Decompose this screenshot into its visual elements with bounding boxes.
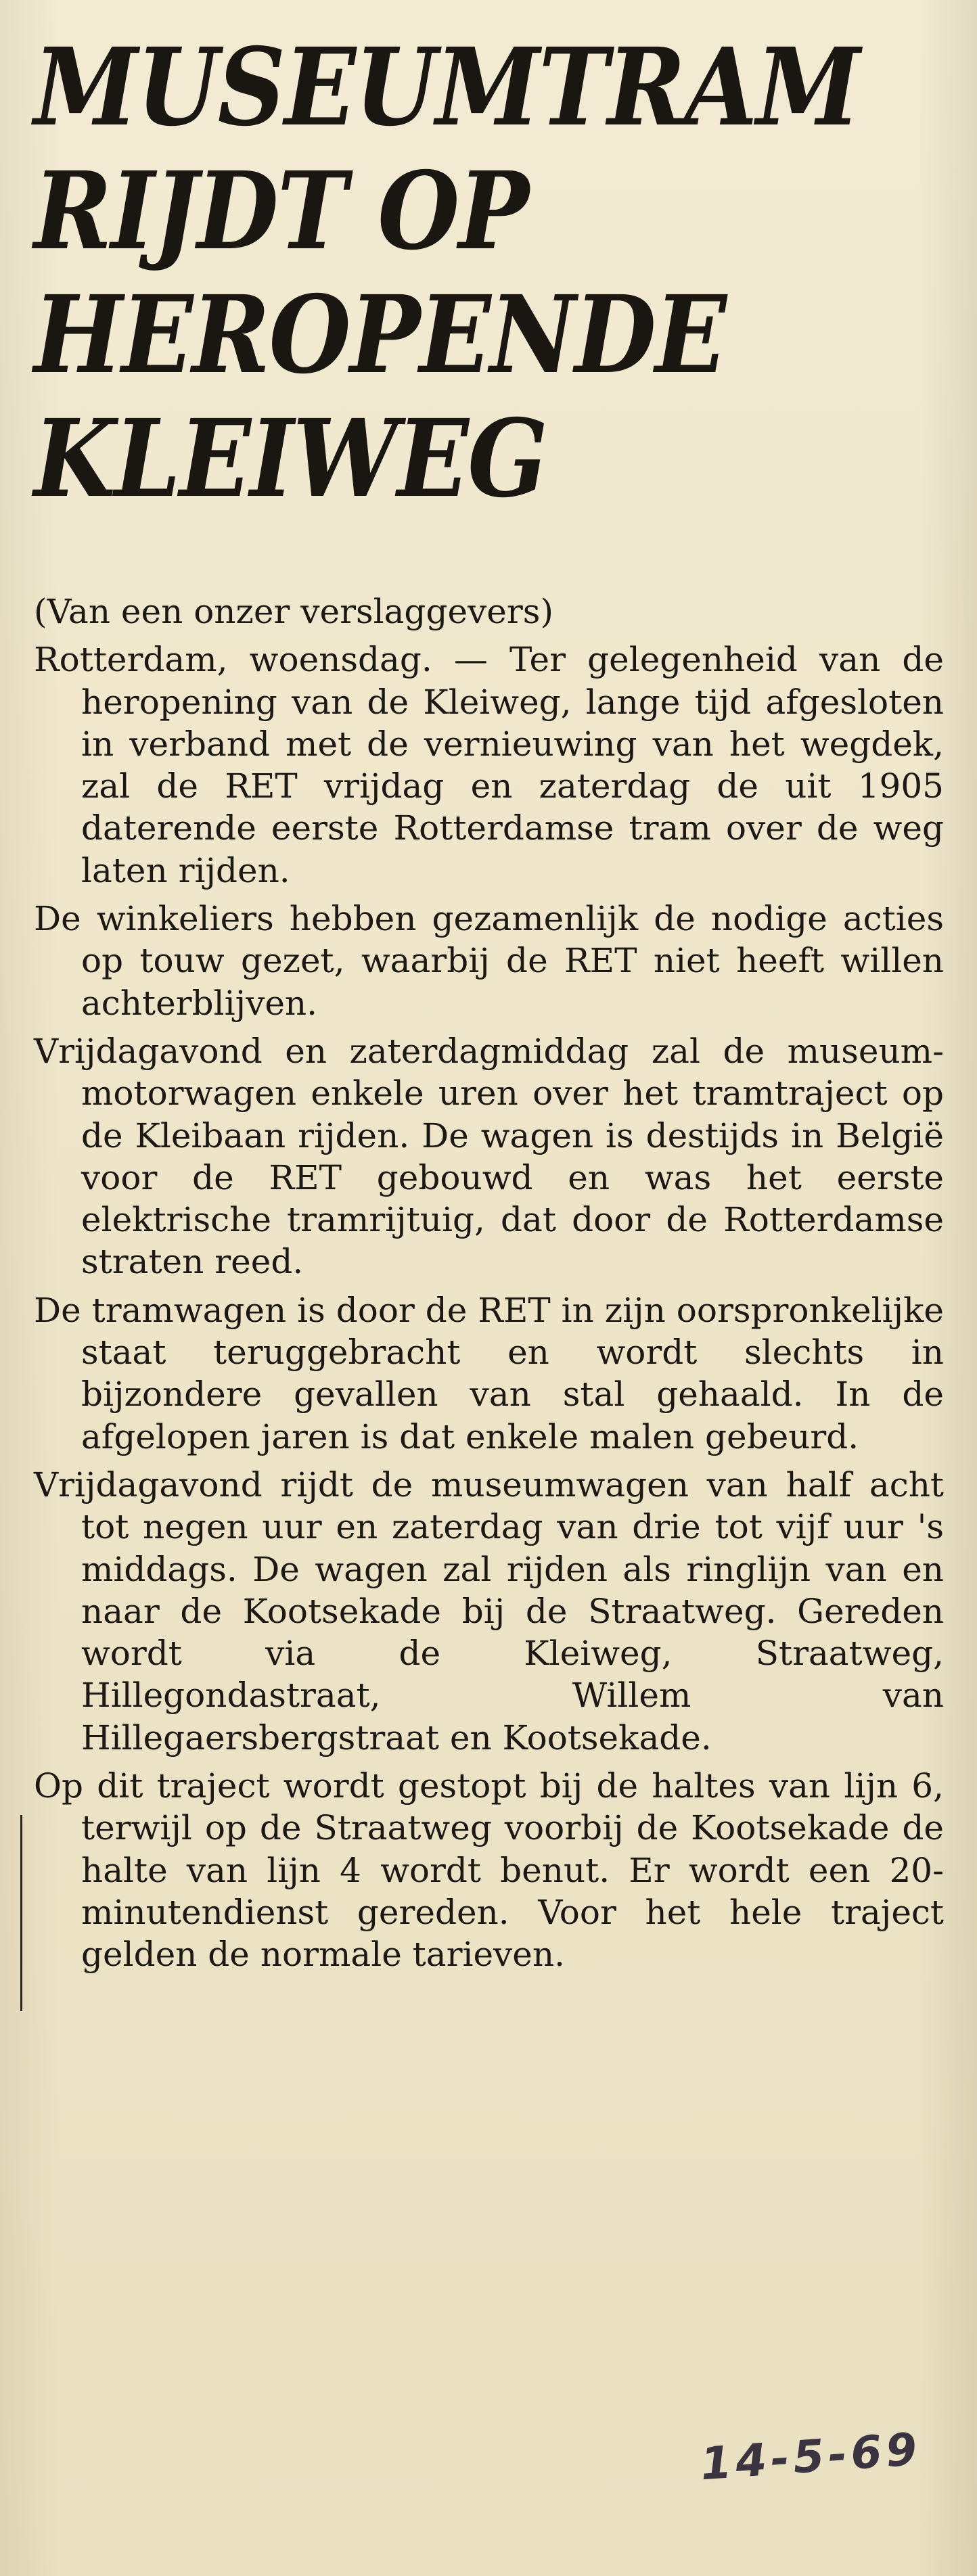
headline-line: RIJDT OP bbox=[34, 149, 528, 274]
byline: (Van een onzer verslaggevers) bbox=[34, 592, 553, 631]
paragraph: De winkeliers hebben gezamenlijk de nodige acties op touw gezet, waarbij de RET niet heeft willen achterblijven. bbox=[34, 899, 944, 1023]
headline-line: HEROPENDE bbox=[34, 273, 726, 398]
headline-line: MUSEUMTRAM bbox=[34, 25, 859, 150]
paragraph: De tramwagen is door de RET in zijn oorspronkelijke staat teruggebracht en wordt slechts in bijzondere gevallen van stal gehaald. In de afgelopen jaren is dat enkele malen gebeurd. bbox=[34, 1290, 944, 1456]
newspaper-clipping bbox=[20, 12, 957, 2556]
headline-line: KLEIWEG bbox=[34, 396, 547, 522]
article-body bbox=[34, 591, 944, 1976]
paragraph: Rotterdam, woensdag. — Ter gelegenheid van de heropening van de Kleiweg, lange tijd afgesloten in verband met de vernieuwing van het wegdek, zal de RET vrijdag en zaterdag de uit 1905 daterende eerste Rotterdamse tram over de weg laten rijden. bbox=[34, 640, 944, 890]
paragraph: Op dit traject wordt gestopt bij de haltes van lijn 6, terwijl op de Straatweg voorbij de Kootsekade de halte van lijn 4 wordt benut. Er wordt een 20-minutendienst gereden. Voor het hele traject gelden de normale tarieven. bbox=[34, 1766, 944, 1975]
paragraph: Vrijdagavond rijdt de museumwagen van half acht tot negen uur en zaterdag van drie tot vijf uur 's middags. De wagen zal rijden als ringlijn van en naar de Kootsekade bij de Straatweg. Gereden wordt via de Kleiweg, Straatweg, Hillegondastraat, Willem van Hillegaersbergstraat en Kootsekade. bbox=[34, 1465, 944, 1757]
margin-rule bbox=[20, 1815, 22, 2011]
paragraph: Vrijdagavond en zaterdagmiddag zal de museum-motorwagen enkele uren over het tramtraject op de Kleibaan rijden. De wagen is destijds in België voor de RET gebouwd en was het eerste elektrische tramrijtuig, dat door de Rotterdamse straten reed. bbox=[34, 1031, 944, 1282]
handwritten-date: 14-5-69 bbox=[698, 2422, 923, 2491]
headline bbox=[34, 25, 859, 522]
